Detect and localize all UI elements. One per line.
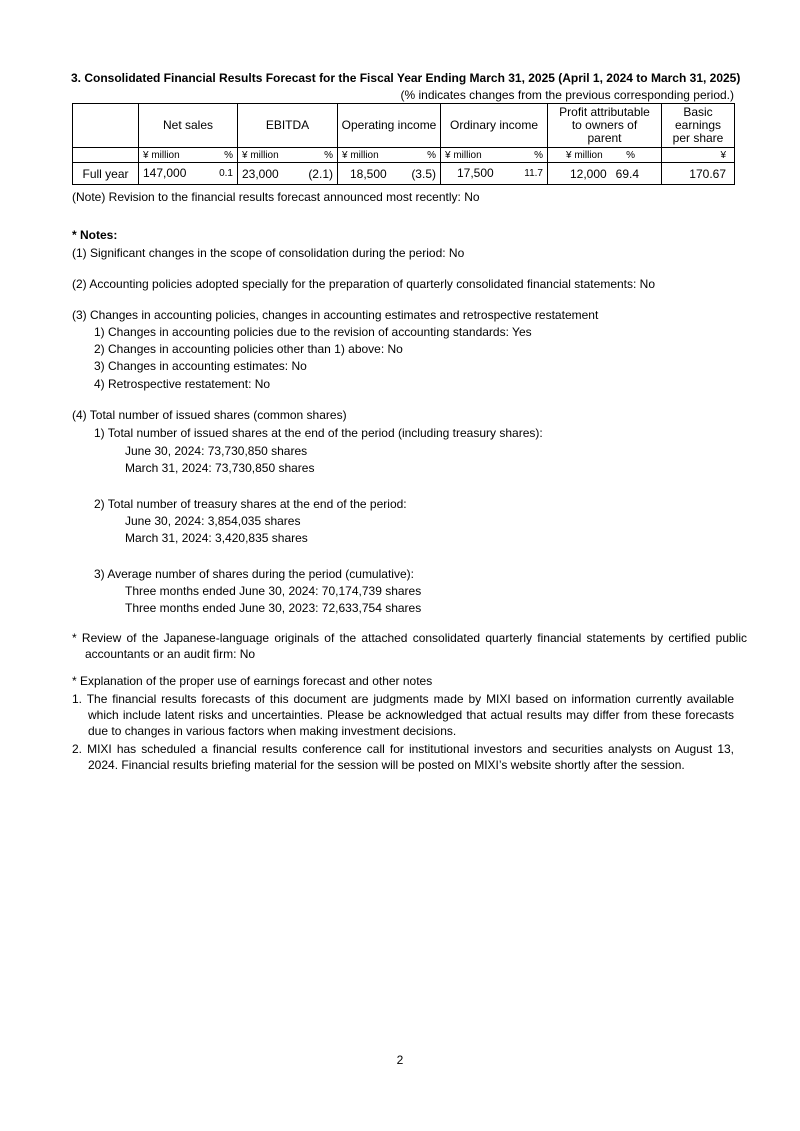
table-unit-row: [73, 148, 735, 163]
note-3-item: 2) Changes in accounting policies other than 1) above: No: [94, 342, 403, 356]
unit-label: %: [427, 149, 436, 161]
average-shares-2024: Three months ended June 30, 2024: 70,174,739 shares: [125, 584, 422, 598]
header-corner: [73, 104, 139, 148]
row-label-full-year: Full year: [73, 163, 139, 185]
revision-note: (Note) Revision to the financial results forecast announced most recently: No: [72, 190, 480, 204]
notes-heading: * Notes:: [72, 228, 118, 242]
header-ordinary-income: Ordinary income: [441, 104, 548, 148]
unit-label: %: [626, 149, 635, 161]
note-3-item: 4) Retrospective restatement: No: [94, 377, 271, 391]
header-profit-attributable: Profit attributable to owners of parent: [548, 104, 662, 148]
percent-note: (% indicates changes from the previous corresponding period.): [400, 88, 734, 102]
unit-label: %: [324, 149, 333, 161]
section-title: 3. Consolidated Financial Results Forecast for the Fiscal Year Ending March 31, 2025 (April 1, 2024 to March 31, 2025): [71, 71, 741, 85]
unit-label: ¥ million: [445, 149, 482, 161]
note-3-item: 1) Changes in accounting policies due to the revision of accounting standards: Yes: [94, 325, 532, 339]
table-row: [73, 163, 735, 185]
treasury-shares-jun: June 30, 2024: 3,854,035 shares: [125, 514, 301, 528]
unit-label: ¥ million: [342, 149, 379, 161]
unit-label: %: [224, 149, 233, 161]
explanation-item-1: 1. The financial results forecasts of this document are judgments made by MIXI based on information currently available which include latent risks and uncertainties. Please be acknowledged that actual results may differ from these forecasts due to changes in various factors when making investment decisions.: [72, 692, 734, 738]
header-net-sales: Net sales: [139, 104, 238, 148]
header-basic-eps: Basic earnings per share: [662, 104, 735, 148]
header-ebitda: EBITDA: [238, 104, 338, 148]
page-number: 2: [396, 1053, 404, 1067]
note-4-heading: (4) Total number of issued shares (common shares): [72, 408, 347, 422]
note-1: (1) Significant changes in the scope of consolidation during the period: No: [72, 246, 465, 260]
note-3-item: 3) Changes in accounting estimates: No: [94, 359, 307, 373]
note-4-sub-1: 1) Total number of issued shares at the end of the period (including treasury shares):: [94, 426, 543, 440]
operating-income-change: (3.5): [411, 166, 436, 181]
forecast-table: [72, 103, 735, 185]
header-operating-income: Operating income: [338, 104, 441, 148]
table-header-row: [73, 104, 735, 148]
note-4-sub-3: 3) Average number of shares during the period (cumulative):: [94, 567, 414, 581]
eps-value: 170.67: [689, 166, 726, 181]
explanation-heading: * Explanation of the proper use of earnings forecast and other notes: [72, 674, 433, 688]
explanation-item-2: 2. MIXI has scheduled a financial results conference call for institutional investors and securities analysts on August 13, 2024. Financial results briefing material for the session will be posted on MIXI’s website shortly after the session.: [72, 742, 734, 772]
ordinary-income-change: 11.7: [524, 167, 543, 179]
profit-value: 12,000: [570, 166, 607, 181]
note-2: (2) Accounting policies adopted specially for the preparation of quarterly consolidated financial statements: No: [72, 277, 656, 291]
issued-shares-jun: June 30, 2024: 73,730,850 shares: [125, 444, 308, 458]
treasury-shares-mar: March 31, 2024: 3,420,835 shares: [125, 531, 308, 545]
ebitda-value: 23,000: [242, 166, 279, 181]
profit-change: 69.4: [615, 166, 639, 181]
unit-label: ¥ million: [242, 149, 279, 161]
net-sales-change: 0.1: [219, 167, 233, 179]
operating-income-value: 18,500: [350, 166, 387, 181]
ebitda-change: (2.1): [308, 166, 333, 181]
unit-label: %: [534, 149, 543, 161]
net-sales-value: 147,000: [143, 165, 187, 180]
average-shares-2023: Three months ended June 30, 2023: 72,633,754 shares: [125, 601, 422, 615]
ordinary-income-value: 17,500: [457, 165, 494, 180]
unit-label: ¥ million: [566, 149, 603, 161]
unit-label: ¥ million: [143, 149, 180, 161]
issued-shares-mar: March 31, 2024: 73,730,850 shares: [125, 461, 315, 475]
review-note: * Review of the Japanese-language originals of the attached consolidated quarterly financial statements by certified public accountants or an audit firm: No: [72, 631, 747, 661]
unit-label: ¥: [720, 149, 726, 161]
note-3-heading: (3) Changes in accounting policies, changes in accounting estimates and retrospective restatement: [72, 308, 599, 322]
unit-corner: [73, 148, 139, 163]
note-4-sub-2: 2) Total number of treasury shares at the end of the period:: [94, 497, 407, 511]
